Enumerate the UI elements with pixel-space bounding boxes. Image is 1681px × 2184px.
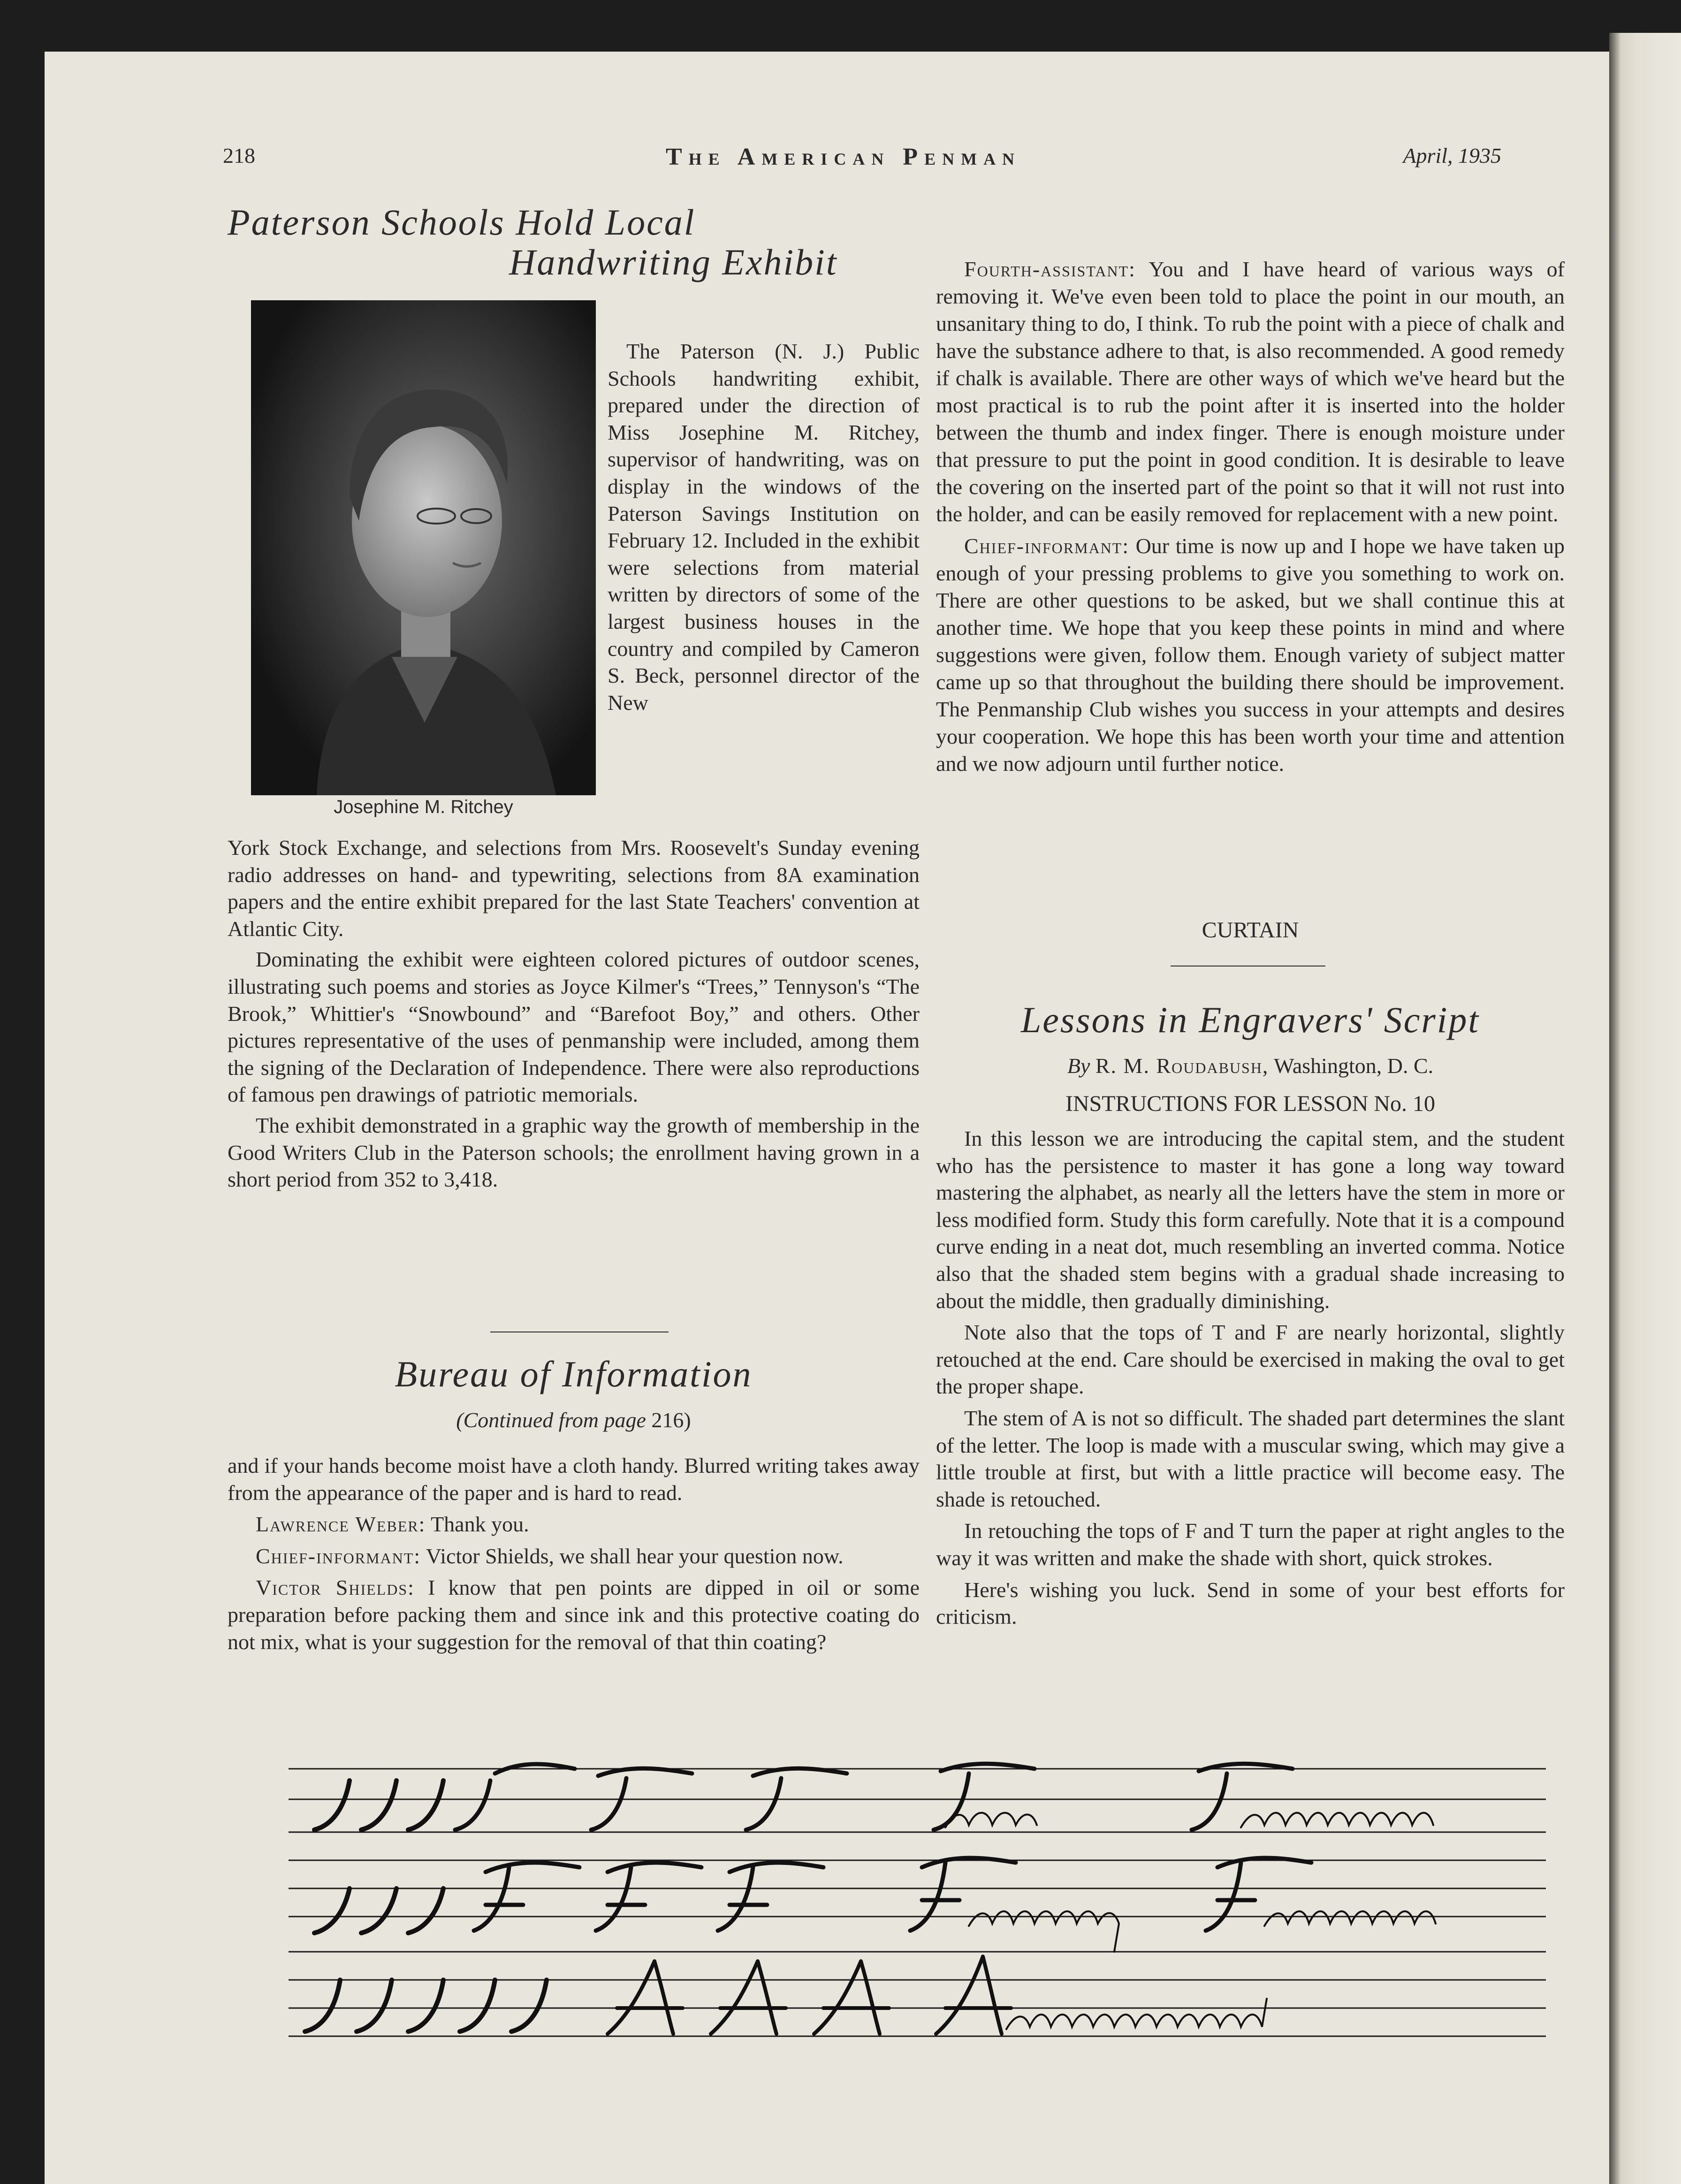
magazine-page (45, 52, 1642, 2184)
exhibit-intro-paragraph: The Paterson (N. J.) Public Schools handwriting exhibit, prepared under the direction of Miss Josephine M. Ritchey, supervisor of handwriting, was on display in the windows of the Paterson Savings Institution on February 12. Included in the exhibit were selections from material written by directors of some of the largest business houses in the country and compiled by Cameron S. Beck, personnel director of the New (608, 339, 920, 715)
adjacent-page-edge (1609, 33, 1681, 2184)
speaker-text: You and I have heard of various ways of removing it. We've even been told to place the point in our mouth, an unsanitary thing to do, I think. To rub the point with a piece of chalk and have the substance adhere to that, is also recommended. A good remedy if chalk is available. There are other ways of which we've heard but the most practical is to rub the point after it is inserted into the holder between the thumb and index finger. There is enough moisture under that pressure to put the point in good condition. It is desirable to leave the covering on the inserted part of the point so that it will not rust into the holder, and can be easily removed for replacement with a new point. (936, 257, 1565, 526)
speaker-name: Chief-informant: (256, 1544, 421, 1568)
continued-from-label: (Continued from page (456, 1408, 646, 1432)
journal-title: The American Penman (665, 144, 1021, 170)
lesson-paragraph-3: The stem of A is not so difficult. The shaded part determines the slant of the letter. The loop is made with a muscular swing, which may give a little trouble at first, but with a little practice will become easy. The shade is retouched. (936, 1406, 1565, 1511)
dialog-line-weber (228, 1511, 920, 1538)
lesson-paragraph-2: Note also that the tops of T and F are nearly horizontal, slightly retouched at the end. Care should be exercised in making the oval to get the proper shape. (936, 1320, 1565, 1399)
lesson-instructions-heading: INSTRUCTIONS FOR LESSON No. 10 (1065, 1091, 1436, 1116)
portrait-photo (251, 300, 596, 795)
bureau-continuation-note (228, 1408, 920, 1432)
script-specimen-plate (289, 1755, 1546, 2083)
dialog-line-chief-2 (936, 533, 1565, 777)
lesson-paragraph-5: Here's wishing you luck. Send in some of your best efforts for criticism. (936, 1577, 1565, 1629)
portrait-illustration (251, 300, 596, 795)
speaker-name: Chief-informant: (964, 534, 1130, 558)
bureau-paragraph-1: and if your hands become moist have a cloth handy. Blurred writing takes away from the appearance of the paper and is hard to read. (228, 1453, 920, 1505)
continued-page-number: 216) (651, 1408, 691, 1432)
exhibit-paragraph-2: Dominating the exhibit were eighteen colored pictures of outdoor scenes, illustrating such poems and stories as Joyce Kilmer's “Trees,” Tennyson's “The Brook,” Whittier's “Snowbound” and “Barefoot Boy,” and others. Other pictures representative of the uses of penmanship were included, among them the signing of the Declaration of Independence. There were also reproductions of famous pen drawings of patriotic memorials. (228, 947, 920, 1107)
exhibit-headline-line2: Handwriting Exhibit (509, 242, 838, 282)
speaker-name: Fourth-assistant: (964, 257, 1136, 281)
bureau-body (228, 1452, 920, 1660)
page-number: 218 (223, 144, 255, 167)
dialog-continuation (936, 256, 1565, 782)
exhibit-headline-line1: Paterson Schools Hold Local (228, 202, 696, 243)
issue-date: April, 1935 (1403, 144, 1501, 167)
lessons-body (936, 1125, 1565, 1635)
exhibit-body (228, 834, 920, 1197)
speaker-text: Our time is now up and I hope we have taken up enough of your pressing problems to give you something to work on. There are other questions to be asked, but we shall continue this at another time. We hope that you keep these points in mind and where suggestions were given, follow them. Enough variety of subject matter came up so that throughout the building there should be improvement. The Penmanship Club wishes you success in your attempts and desires your cooperation. We hope this has been worth your time and attention and we now adjourn until further notice. (936, 534, 1565, 776)
speaker-name: Lawrence Weber: (256, 1512, 426, 1537)
lesson-paragraph-4: In retouching the tops of F and T turn the paper at right angles to the way it was written and make the shade with short, quick strokes. (936, 1519, 1565, 1570)
dialog-line-shields (228, 1574, 920, 1655)
byline-by: By (1067, 1054, 1090, 1078)
lessons-headline: Lessons in Engravers' Script (1020, 999, 1480, 1040)
dialog-line-chief-1 (228, 1543, 920, 1570)
byline-location: Washington, D. C. (1274, 1054, 1434, 1078)
dialog-line-fourth-assistant (936, 256, 1565, 528)
speaker-text: Victor Shields, we shall hear your question now. (426, 1544, 844, 1568)
photo-caption: Josephine M. Ritchey (334, 797, 513, 817)
exhibit-intro-text (608, 338, 920, 716)
speaker-text: Thank you. (431, 1512, 529, 1537)
lessons-byline (936, 1053, 1565, 1078)
exhibit-paragraph-3: The exhibit demonstrated in a graphic way the growth of membership in the Good Writers Club in the Paterson schools; the enrollment having grown in a short period from 352 to 3,418. (228, 1113, 920, 1192)
script-specimen-drawing (289, 1755, 1546, 2083)
bureau-headline: Bureau of Information (395, 1354, 753, 1394)
speaker-name: Victor Shields: (256, 1575, 415, 1600)
exhibit-intro-continued: York Stock Exchange, and selections from Mrs. Roosevelt's Sunday evening radio addresses on hand- and typewriting, selections from 8A examination papers and the entire exhibit prepared for the last State Teachers' convention at Atlantic City. (228, 836, 920, 941)
speaker-text: I know that pen points are dipped in oil or some preparation before packing them and since ink and this protective coating do not mix, what is your suggestion for the removal of that thin coating? (228, 1575, 920, 1654)
curtain-label: CURTAIN (1202, 918, 1299, 943)
byline-author: R. M. Roudabush, (1095, 1054, 1269, 1078)
lesson-paragraph-1: In this lesson we are introducing the capital stem, and the student who has the persistence to master it has gone a long way toward mastering the alphabet, as nearly all the letters have the stem in more or less modified form. Study this form carefully. Note that it is a compound curve ending in a neat dot, much resembling an inverted comma. Notice also that the shaded stem begins with a gradual shade increasing to about the middle, then gradually diminishing. (936, 1126, 1565, 1313)
